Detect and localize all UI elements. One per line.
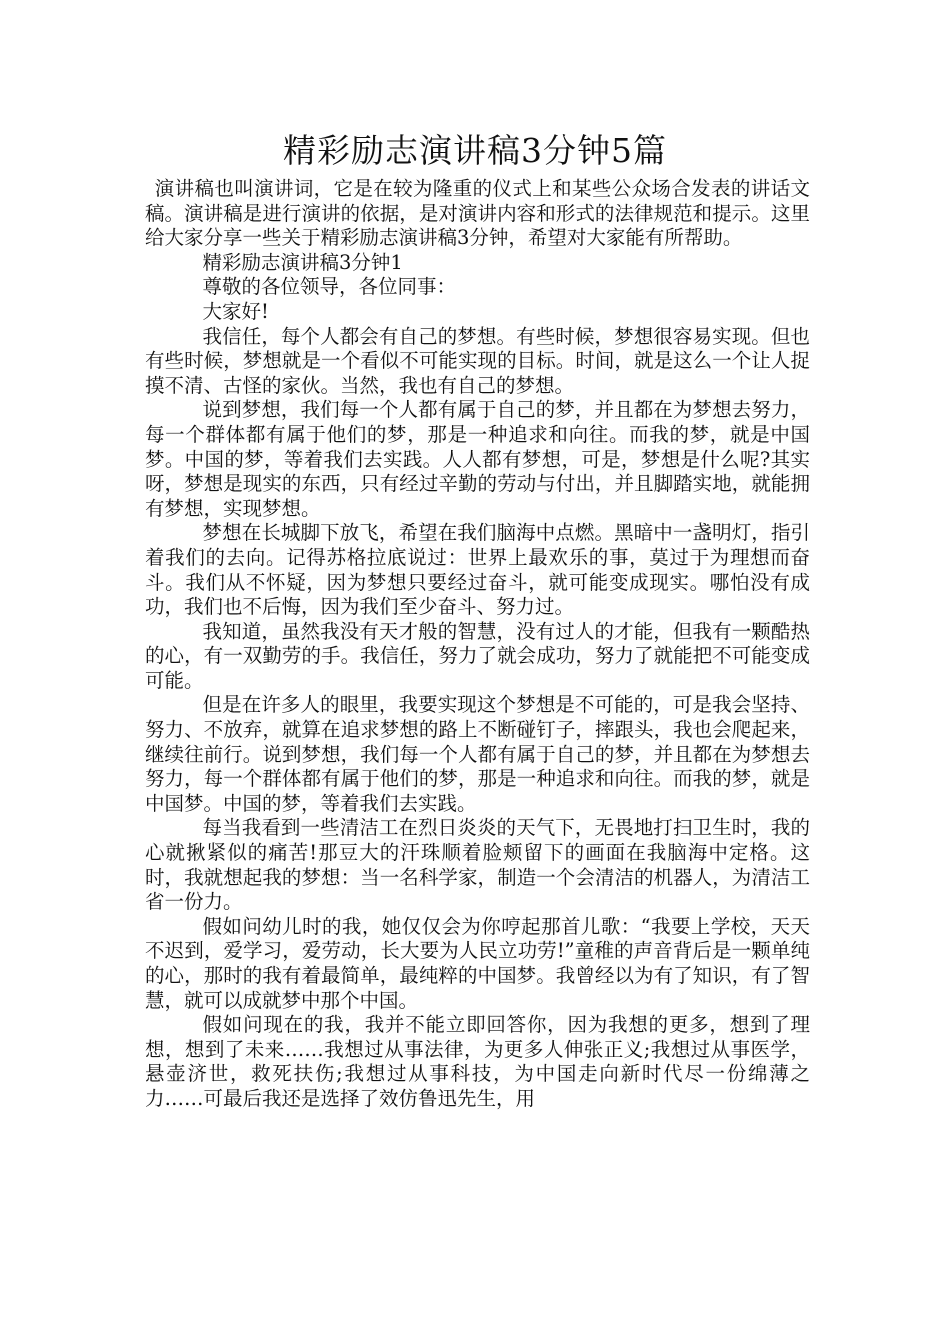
intro-paragraph: 演讲稿也叫演讲词，它是在较为隆重的仪式上和某些公众场合发表的讲话文稿。演讲稿是进行演讲的依据，是对演讲内容和形式的法律规范和提示。这里给大家分享一些关于精彩励志演讲稿3分钟，希望对大家能有所帮助。 bbox=[145, 177, 810, 250]
body-paragraph: 假如问现在的我，我并不能立即回答你，因为我想的更多，想到了理想，想到了未来……我想过从事法律，为更多人伸张正义;我想过从事医学，悬壶济世，救死扶伤;我想过从事科技，为中国走向新时代尽一份绵薄之力……可最后我还是选择了效仿鲁迅先生，用 bbox=[145, 1013, 810, 1110]
body-paragraph: 每当我看到一些清洁工在烈日炎炎的天气下，无畏地打扫卫生时，我的心就揪紧似的痛苦!那豆大的汗珠顺着脸颊留下的画面在我脑海中定格。这时，我就想起我的梦想：当一名科学家，制造一个会清洁的机器人，为清洁工省一份力。 bbox=[145, 816, 810, 914]
salutation: 尊敬的各位领导，各位同事： bbox=[202, 275, 457, 299]
body-paragraph: 但是在许多人的眼里，我要实现这个梦想是不可能的，可是我会坚持、努力、不放弃，就算在追求梦想的路上不断碰钉子，摔跟头，我也会爬起来，继续往前行。说到梦想，我们每一个人都有属于自己的梦，并且都在为梦想去努力，每一个群体都有属于他们的梦，那是一种追求和向往。而我的梦，就是中国梦。中国的梦，等着我们去实践。 bbox=[145, 693, 810, 815]
greeting: 大家好! bbox=[202, 299, 269, 323]
document-body bbox=[145, 177, 810, 1112]
body-paragraph: 梦想在长城脚下放飞，希望在我们脑海中点燃。黑暗中一盏明灯，指引着我们的去向。记得苏格拉底说过：世界上最欢乐的事，莫过于为理想而奋斗。我们从不怀疑，因为梦想只要经过奋斗，就可能变成现实。哪怕没有成功，我们也不后悔，因为我们至少奋斗、努力过。 bbox=[145, 521, 810, 619]
document-title: 精彩励志演讲稿3分钟5篇 bbox=[283, 131, 667, 170]
section-heading: 精彩励志演讲稿3分钟1 bbox=[202, 250, 403, 274]
body-paragraph: 假如问幼儿时的我，她仅仅会为你哼起那首儿歌：“我要上学校，天天不迟到，爱学习，爱劳动，长大要为人民立功劳!”童稚的声音背后是一颗单纯的心，那时的我有着最简单，最纯粹的中国梦。我曾经以为有了知识，有了智慧，就可以成就梦中那个中国。 bbox=[145, 914, 810, 1012]
body-paragraph: 说到梦想，我们每一个人都有属于自己的梦，并且都在为梦想去努力，每一个群体都有属于他们的梦，那是一种追求和向往。而我的梦，就是中国梦。中国的梦，等着我们去实践。人人都有梦想，可是，梦想是什么呢?其实呀，梦想是现实的东西，只有经过辛勤的劳动与付出，并且脚踏实地，就能拥有梦想，实现梦想。 bbox=[145, 398, 810, 520]
body-paragraph: 我信任，每个人都会有自己的梦想。有些时候，梦想很容易实现。但也有些时候，梦想就是一个看似不可能实现的目标。时间，就是这么一个让人捉摸不清、古怪的家伙。当然，我也有自己的梦想。 bbox=[145, 324, 810, 397]
body-paragraph: 我知道，虽然我没有天才般的智慧，没有过人的才能，但我有一颗酷热的心，有一双勤劳的手。我信任，努力了就会成功，努力了就能把不可能变成可能。 bbox=[145, 619, 810, 692]
